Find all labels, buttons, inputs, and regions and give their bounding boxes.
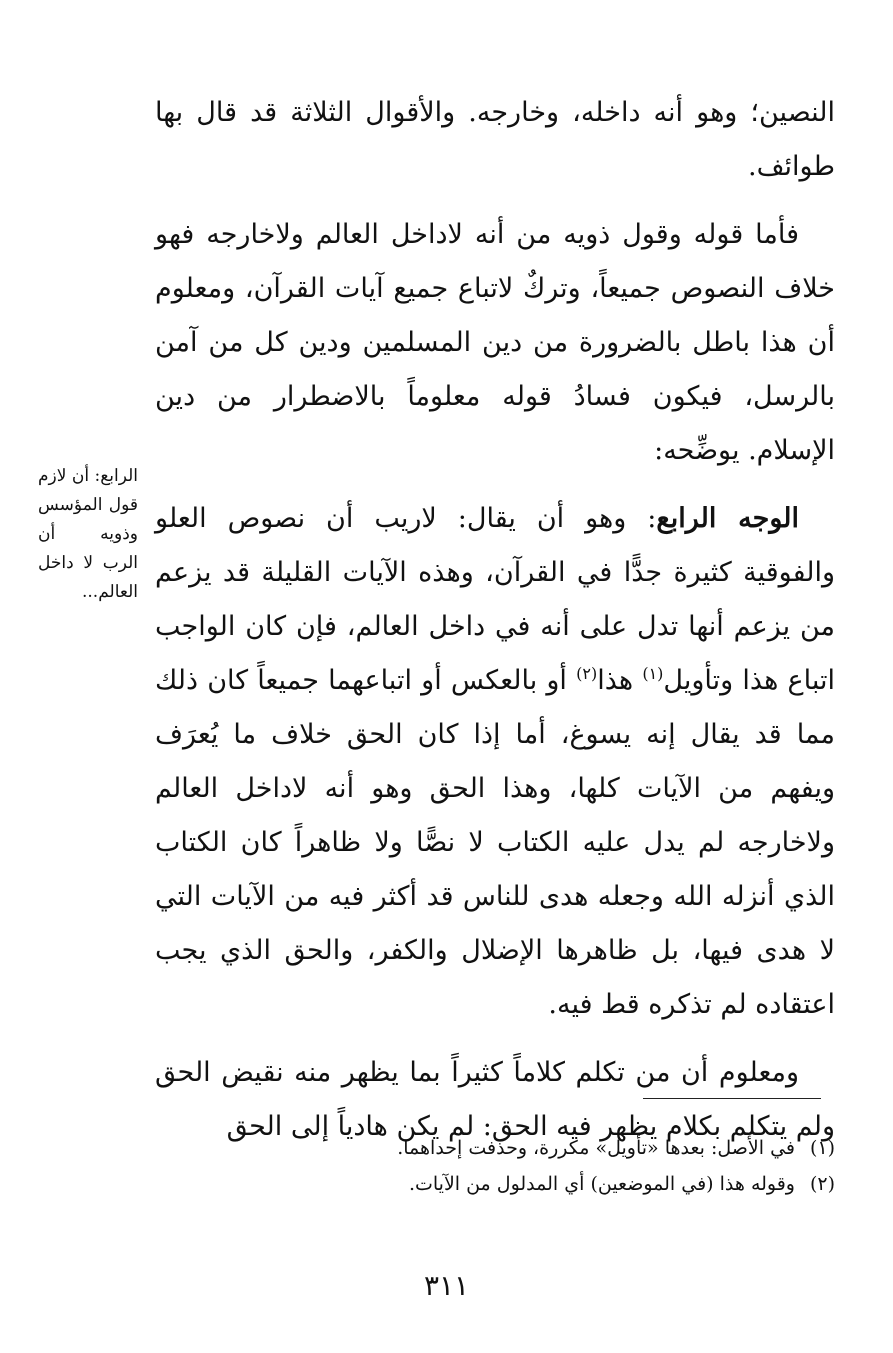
footnote-text: وقوله هذا (في الموضعين) أي المدلول من الآيات. — [408, 1173, 795, 1195]
margin-note: الرابع: أن لازم قول المؤسس وذويه أن الرب لا داخل العالم... — [38, 466, 138, 602]
paragraph-fourth-aspect — [155, 492, 835, 1032]
footnote-item — [155, 1166, 835, 1202]
footnote-text: في الأصل: بعدها «تأويل» مكررة، وحذفت إحداهما. — [397, 1137, 795, 1159]
paragraph-text-part1: : وهو أن يقال: لاريب أن نصوص العلو والفوقية كثيرة جدًّا في القرآن، وهذه الآيات القليلة قد يزعم من يزعم أنها تدل على أنه في داخل العالم، فإن كان الواجب اتباع هذا وتأويل — [155, 503, 835, 696]
footnote-ref-2[interactable]: (٢) — [576, 664, 598, 683]
paragraph-first-refutation: فأما قوله وقول ذويه من أنه لاداخل العالم ولاخارجه فهو خلاف النصوص جميعاً، وتركٌ لاتباع جميع آيات القرآن، ومعلوم أن هذا باطل بالضرورة من دين المسلمين ودين كل من آمن بالرسل، فيكون فسادُ قوله معلوماً بالاضطرار من دين الإسلام. يوضِّحه: — [155, 219, 835, 466]
paragraph-continuation: النصين؛ وهو أنه داخله، وخارجه. والأقوال الثلاثة قد قال بها طوائف. — [155, 97, 835, 182]
paragraph-final: ومعلوم أن من تكلم كلاماً كثيراً بما يظهر منه نقيض الحق ولم يتكلم بكلام يظهر فيه الحق: لم يكن هادياً إلى الحق — [155, 1057, 835, 1142]
footnotes-block — [155, 1130, 835, 1202]
main-text-block — [155, 86, 835, 1154]
footnote-number: (١) — [809, 1137, 835, 1159]
footnote-number: (٢) — [809, 1173, 835, 1195]
footnote-item — [155, 1130, 835, 1166]
section-heading-fourth-aspect: الوجه الرابع — [656, 503, 799, 534]
page-number: ٣١١ — [423, 1269, 470, 1302]
paragraph-text-part2: هذا — [597, 665, 643, 696]
paragraph-text-part3: أو بالعكس أو اتباعهما جميعاً كان ذلك مما قد يقال إنه يسوغ، أما إذا كان الحق خلاف ما يُعرَف ويفهم من الآيات كلها، وهذا الحق وهو أنه لاداخل العالم ولاخارجه لم يدل عليه الكتاب لا نصًّا ولا ظاهراً كان الكتاب الذي أنزله الله وجعله هدى للناس قد أكثر فيه من الآيات التي لا هدى فيها، بل ظاهرها الإضلال والكفر، والحق الذي يجب اعتقاده لم تذكره قط فيه. — [155, 665, 835, 1020]
footnote-divider — [643, 1098, 821, 1099]
footnote-ref-1[interactable]: (١) — [642, 664, 664, 683]
